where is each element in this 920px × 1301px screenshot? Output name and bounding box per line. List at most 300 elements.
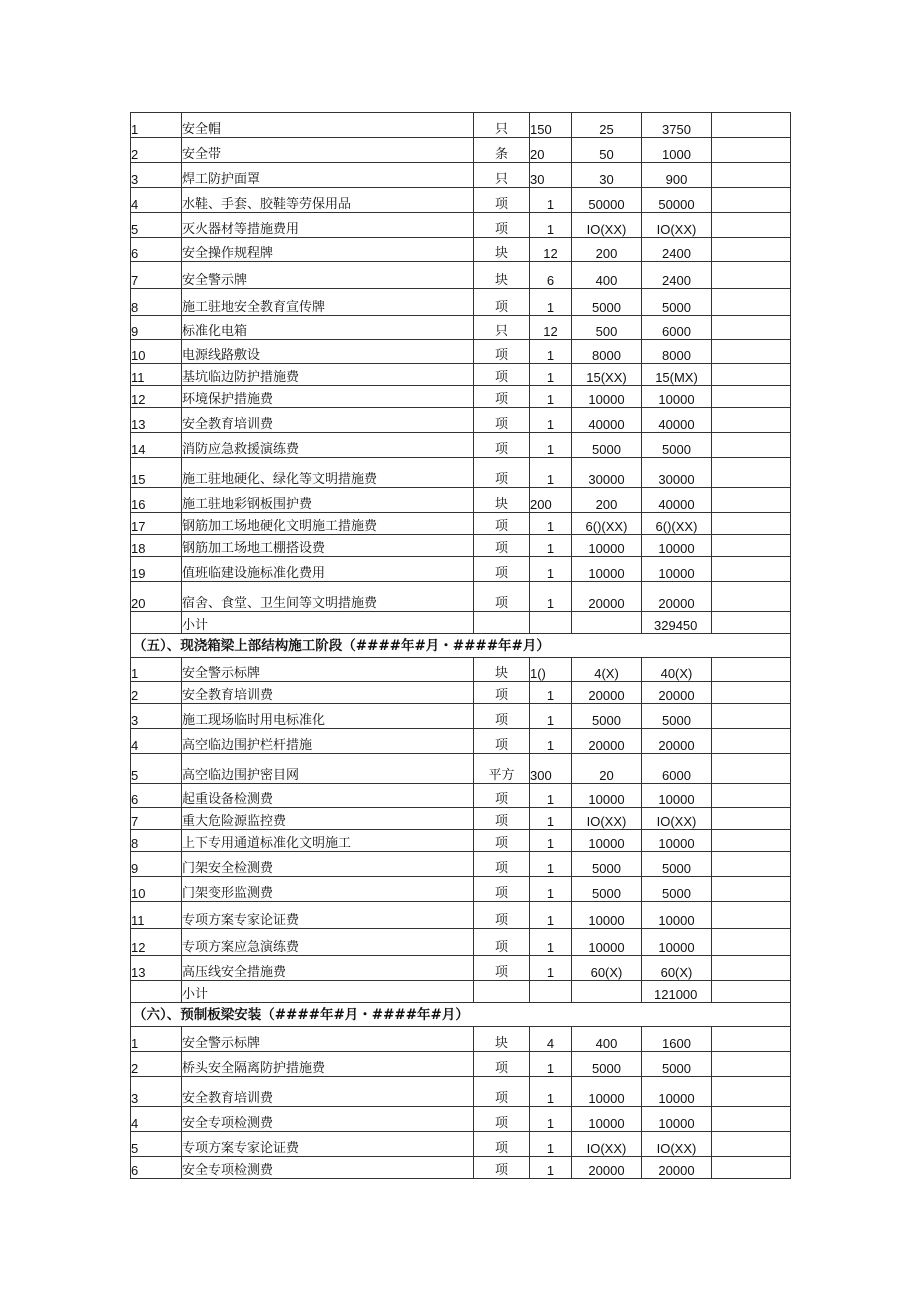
row-remark <box>712 238 791 262</box>
table-row <box>131 729 791 754</box>
row-price: IO(XX) <box>572 808 642 830</box>
row-number: 4 <box>131 729 182 754</box>
row-item-name: 安全警示标牌 <box>182 1027 474 1052</box>
table-row <box>131 386 791 408</box>
row-item-name: 安全帽 <box>182 113 474 138</box>
row-total: 5000 <box>642 852 712 877</box>
row-remark <box>712 340 791 364</box>
row-item-name: 施工驻地安全教育宣传牌 <box>182 289 474 316</box>
row-price: 10000 <box>572 902 642 929</box>
row-qty: 1 <box>530 956 572 981</box>
row-unit: 项 <box>474 1157 530 1179</box>
row-number <box>131 981 182 1003</box>
row-total: 5000 <box>642 433 712 458</box>
table-row <box>131 408 791 433</box>
row-remark <box>712 188 791 213</box>
row-price: 5000 <box>572 289 642 316</box>
row-item-name: 桥头安全隔离防护措施费 <box>182 1052 474 1077</box>
row-remark <box>712 488 791 513</box>
row-price: 20 <box>572 754 642 784</box>
row-number: 5 <box>131 213 182 238</box>
row-item-name: 灭火器材等措施费用 <box>182 213 474 238</box>
row-number: 1 <box>131 113 182 138</box>
row-remark <box>712 138 791 163</box>
row-price: 25 <box>572 113 642 138</box>
row-price: 15(XX) <box>572 364 642 386</box>
row-qty: 1 <box>530 682 572 704</box>
row-qty: 1() <box>530 658 572 682</box>
row-remark <box>712 213 791 238</box>
row-item-name: 高空临边围护密目网 <box>182 754 474 784</box>
row-number: 6 <box>131 238 182 262</box>
row-price: 20000 <box>572 582 642 612</box>
row-unit: 块 <box>474 262 530 289</box>
table-row <box>131 1077 791 1107</box>
row-total: 10000 <box>642 929 712 956</box>
row-total: 15(MX) <box>642 364 712 386</box>
row-total: 40000 <box>642 488 712 513</box>
row-price: 5000 <box>572 704 642 729</box>
row-qty: 1 <box>530 1052 572 1077</box>
row-number: 2 <box>131 138 182 163</box>
row-item-name: 专项方案应急演练费 <box>182 929 474 956</box>
row-remark <box>712 754 791 784</box>
row-item-name: 施工驻地硬化、绿化等文明措施费 <box>182 458 474 488</box>
row-remark <box>712 902 791 929</box>
row-number: 9 <box>131 316 182 340</box>
row-qty: 1 <box>530 289 572 316</box>
row-qty: 1 <box>530 784 572 808</box>
row-number: 11 <box>131 902 182 929</box>
row-price: 50 <box>572 138 642 163</box>
row-total: 5000 <box>642 1052 712 1077</box>
row-item-name: 起重设备检测费 <box>182 784 474 808</box>
row-unit: 只 <box>474 163 530 188</box>
row-number: 2 <box>131 682 182 704</box>
row-price: 8000 <box>572 340 642 364</box>
subtotal-label: 小计 <box>182 612 474 634</box>
row-number: 5 <box>131 1132 182 1157</box>
row-unit: 块 <box>474 238 530 262</box>
row-number: 3 <box>131 1077 182 1107</box>
table-row <box>131 340 791 364</box>
section-title: （六）、预制板梁安装（####年#月・####年#月） <box>131 1003 791 1027</box>
row-remark <box>712 163 791 188</box>
row-qty <box>530 612 572 634</box>
row-number: 13 <box>131 956 182 981</box>
subtotal-row <box>131 612 791 634</box>
row-item-name: 施工驻地彩钢板围护费 <box>182 488 474 513</box>
table-row <box>131 1107 791 1132</box>
row-item-name: 门架安全检测费 <box>182 852 474 877</box>
table-row <box>131 316 791 340</box>
row-remark <box>712 557 791 582</box>
row-unit: 块 <box>474 1027 530 1052</box>
row-unit: 项 <box>474 582 530 612</box>
table-row <box>131 138 791 163</box>
row-price: 5000 <box>572 852 642 877</box>
row-number: 3 <box>131 163 182 188</box>
row-remark <box>712 658 791 682</box>
row-price: 10000 <box>572 1077 642 1107</box>
table-row <box>131 830 791 852</box>
row-qty: 1 <box>530 340 572 364</box>
row-item-name: 高压线安全措施费 <box>182 956 474 981</box>
row-item-name: 安全专项检测费 <box>182 1157 474 1179</box>
row-remark <box>712 582 791 612</box>
row-unit: 项 <box>474 808 530 830</box>
table-row <box>131 289 791 316</box>
row-unit: 项 <box>474 513 530 535</box>
row-remark <box>712 682 791 704</box>
table-row <box>131 513 791 535</box>
row-unit: 项 <box>474 682 530 704</box>
row-number: 17 <box>131 513 182 535</box>
row-number: 8 <box>131 289 182 316</box>
row-number: 10 <box>131 877 182 902</box>
row-total: 3750 <box>642 113 712 138</box>
row-unit: 项 <box>474 1107 530 1132</box>
row-number: 4 <box>131 1107 182 1132</box>
row-total: 8000 <box>642 340 712 364</box>
row-price: IO(XX) <box>572 1132 642 1157</box>
row-remark <box>712 852 791 877</box>
row-number: 6 <box>131 784 182 808</box>
row-total: 40000 <box>642 408 712 433</box>
row-qty: 12 <box>530 316 572 340</box>
table-row <box>131 1027 791 1052</box>
table-row <box>131 238 791 262</box>
row-unit: 只 <box>474 316 530 340</box>
table-row <box>131 902 791 929</box>
table-row <box>131 535 791 557</box>
row-item-name: 焊工防护面罩 <box>182 163 474 188</box>
row-price: 400 <box>572 1027 642 1052</box>
row-unit: 项 <box>474 433 530 458</box>
row-remark <box>712 1157 791 1179</box>
row-total: 10000 <box>642 535 712 557</box>
row-number: 7 <box>131 262 182 289</box>
row-number: 8 <box>131 830 182 852</box>
row-total: 10000 <box>642 557 712 582</box>
row-remark <box>712 433 791 458</box>
table-row <box>131 113 791 138</box>
row-unit: 项 <box>474 1052 530 1077</box>
row-remark <box>712 1107 791 1132</box>
row-unit: 项 <box>474 877 530 902</box>
row-price: 10000 <box>572 557 642 582</box>
row-unit: 项 <box>474 188 530 213</box>
row-item-name: 消防应急救援演练费 <box>182 433 474 458</box>
table-row <box>131 1132 791 1157</box>
row-qty: 300 <box>530 754 572 784</box>
row-total: 6000 <box>642 316 712 340</box>
row-remark <box>712 981 791 1003</box>
row-unit: 项 <box>474 956 530 981</box>
row-remark <box>712 956 791 981</box>
row-item-name: 环境保护措施费 <box>182 386 474 408</box>
row-total: 10000 <box>642 1107 712 1132</box>
row-price: 50000 <box>572 188 642 213</box>
table-row <box>131 262 791 289</box>
row-qty: 1 <box>530 433 572 458</box>
row-qty: 1 <box>530 458 572 488</box>
row-item-name: 安全警示标牌 <box>182 658 474 682</box>
row-number: 14 <box>131 433 182 458</box>
row-price: 200 <box>572 488 642 513</box>
row-qty: 1 <box>530 364 572 386</box>
row-total: 20000 <box>642 682 712 704</box>
row-total: IO(XX) <box>642 1132 712 1157</box>
row-price: 5000 <box>572 433 642 458</box>
row-unit: 项 <box>474 729 530 754</box>
row-qty: 1 <box>530 1077 572 1107</box>
row-number: 13 <box>131 408 182 433</box>
row-item-name: 重大危险源监控费 <box>182 808 474 830</box>
row-total: 10000 <box>642 1077 712 1107</box>
table-row <box>131 364 791 386</box>
row-qty: 1 <box>530 1157 572 1179</box>
row-remark <box>712 784 791 808</box>
row-item-name: 高空临边围护栏杆措施 <box>182 729 474 754</box>
row-item-name: 安全操作规程牌 <box>182 238 474 262</box>
table-row <box>131 433 791 458</box>
row-number: 10 <box>131 340 182 364</box>
row-total: 1600 <box>642 1027 712 1052</box>
row-qty: 1 <box>530 852 572 877</box>
row-unit: 块 <box>474 488 530 513</box>
row-item-name: 安全教育培训费 <box>182 408 474 433</box>
row-qty: 1 <box>530 582 572 612</box>
row-price: 4(X) <box>572 658 642 682</box>
row-price: 30000 <box>572 458 642 488</box>
row-price <box>572 981 642 1003</box>
row-qty: 30 <box>530 163 572 188</box>
row-remark <box>712 1132 791 1157</box>
row-number: 2 <box>131 1052 182 1077</box>
row-price: 500 <box>572 316 642 340</box>
row-total: 6000 <box>642 754 712 784</box>
row-remark <box>712 808 791 830</box>
table-row <box>131 1052 791 1077</box>
table-row <box>131 784 791 808</box>
row-unit: 项 <box>474 458 530 488</box>
row-price: 5000 <box>572 1052 642 1077</box>
row-unit: 项 <box>474 704 530 729</box>
row-item-name: 钢筋加工场地硬化文明施工措施费 <box>182 513 474 535</box>
subtotal-value: 329450 <box>642 612 712 634</box>
row-qty: 12 <box>530 238 572 262</box>
table-row <box>131 488 791 513</box>
row-number: 12 <box>131 929 182 956</box>
row-number <box>131 612 182 634</box>
row-unit: 项 <box>474 929 530 956</box>
table-row <box>131 658 791 682</box>
row-total: 40(X) <box>642 658 712 682</box>
row-unit: 项 <box>474 902 530 929</box>
row-qty: 1 <box>530 535 572 557</box>
row-number: 12 <box>131 386 182 408</box>
row-item-name: 钢筋加工场地工棚搭设费 <box>182 535 474 557</box>
row-number: 19 <box>131 557 182 582</box>
row-total: 10000 <box>642 902 712 929</box>
row-price <box>572 612 642 634</box>
row-number: 4 <box>131 188 182 213</box>
row-number: 1 <box>131 658 182 682</box>
row-total: 2400 <box>642 262 712 289</box>
row-total: IO(XX) <box>642 808 712 830</box>
row-qty: 1 <box>530 704 572 729</box>
row-total: 900 <box>642 163 712 188</box>
row-remark <box>712 612 791 634</box>
row-unit <box>474 981 530 1003</box>
row-unit: 项 <box>474 557 530 582</box>
row-remark <box>712 830 791 852</box>
row-total: 30000 <box>642 458 712 488</box>
row-price: 10000 <box>572 386 642 408</box>
row-number: 20 <box>131 582 182 612</box>
row-price: 10000 <box>572 830 642 852</box>
section-row <box>131 1003 791 1027</box>
row-total: IO(XX) <box>642 213 712 238</box>
row-qty: 1 <box>530 213 572 238</box>
row-item-name: 安全专项检测费 <box>182 1107 474 1132</box>
row-number: 18 <box>131 535 182 557</box>
row-total: 50000 <box>642 188 712 213</box>
row-item-name: 上下专用通道标准化文明施工 <box>182 830 474 852</box>
row-unit: 项 <box>474 852 530 877</box>
row-unit: 项 <box>474 1132 530 1157</box>
row-item-name: 标准化电箱 <box>182 316 474 340</box>
row-qty: 1 <box>530 188 572 213</box>
row-price: 400 <box>572 262 642 289</box>
row-remark <box>712 929 791 956</box>
row-item-name: 宿舍、食堂、卫生间等文明措施费 <box>182 582 474 612</box>
row-total: 10000 <box>642 830 712 852</box>
row-unit: 平方 <box>474 754 530 784</box>
table-row <box>131 1157 791 1179</box>
row-remark <box>712 535 791 557</box>
row-total: 20000 <box>642 1157 712 1179</box>
row-unit: 项 <box>474 535 530 557</box>
row-qty: 1 <box>530 1132 572 1157</box>
row-qty: 1 <box>530 408 572 433</box>
row-remark <box>712 316 791 340</box>
row-item-name: 门架变形监测费 <box>182 877 474 902</box>
row-price: 10000 <box>572 784 642 808</box>
row-price: 10000 <box>572 1107 642 1132</box>
row-unit <box>474 612 530 634</box>
table-row <box>131 956 791 981</box>
row-number: 1 <box>131 1027 182 1052</box>
row-qty: 1 <box>530 877 572 902</box>
row-total: 5000 <box>642 289 712 316</box>
table-row <box>131 704 791 729</box>
row-unit: 只 <box>474 113 530 138</box>
table-row <box>131 213 791 238</box>
row-qty: 1 <box>530 929 572 956</box>
section-title: （五）、现浇箱梁上部结构施工阶段（####年#月・####年#月） <box>131 634 791 658</box>
row-total: 1000 <box>642 138 712 163</box>
row-unit: 条 <box>474 138 530 163</box>
row-price: 60(X) <box>572 956 642 981</box>
row-qty: 150 <box>530 113 572 138</box>
row-total: 60(X) <box>642 956 712 981</box>
row-qty: 6 <box>530 262 572 289</box>
row-qty: 1 <box>530 1107 572 1132</box>
row-qty: 1 <box>530 557 572 582</box>
row-remark <box>712 1027 791 1052</box>
row-remark <box>712 513 791 535</box>
row-number: 6 <box>131 1157 182 1179</box>
row-unit: 项 <box>474 386 530 408</box>
row-qty: 4 <box>530 1027 572 1052</box>
row-qty: 20 <box>530 138 572 163</box>
row-unit: 项 <box>474 1077 530 1107</box>
table-row <box>131 163 791 188</box>
row-price: 5000 <box>572 877 642 902</box>
table-row <box>131 877 791 902</box>
row-number: 3 <box>131 704 182 729</box>
row-number: 9 <box>131 852 182 877</box>
row-number: 5 <box>131 754 182 784</box>
row-remark <box>712 113 791 138</box>
row-remark <box>712 1077 791 1107</box>
row-unit: 项 <box>474 340 530 364</box>
row-number: 16 <box>131 488 182 513</box>
cost-table-body <box>131 113 791 1179</box>
row-price: 30 <box>572 163 642 188</box>
row-item-name: 安全教育培训费 <box>182 1077 474 1107</box>
row-item-name: 安全警示牌 <box>182 262 474 289</box>
table-row <box>131 682 791 704</box>
table-row <box>131 458 791 488</box>
row-unit: 项 <box>474 289 530 316</box>
row-unit: 块 <box>474 658 530 682</box>
row-remark <box>712 364 791 386</box>
row-remark <box>712 729 791 754</box>
section-row <box>131 634 791 658</box>
row-number: 7 <box>131 808 182 830</box>
row-number: 11 <box>131 364 182 386</box>
row-item-name: 水鞋、手套、胶鞋等劳保用品 <box>182 188 474 213</box>
row-qty: 1 <box>530 386 572 408</box>
row-unit: 项 <box>474 364 530 386</box>
row-qty: 1 <box>530 902 572 929</box>
row-item-name: 施工现场临时用电标准化 <box>182 704 474 729</box>
row-qty: 1 <box>530 513 572 535</box>
table-row <box>131 852 791 877</box>
row-remark <box>712 458 791 488</box>
table-row <box>131 557 791 582</box>
row-price: 20000 <box>572 682 642 704</box>
row-item-name: 安全带 <box>182 138 474 163</box>
row-qty: 1 <box>530 729 572 754</box>
row-total: 5000 <box>642 704 712 729</box>
row-remark <box>712 289 791 316</box>
row-total: 20000 <box>642 582 712 612</box>
table-row <box>131 188 791 213</box>
table-row <box>131 808 791 830</box>
row-total: 2400 <box>642 238 712 262</box>
row-remark <box>712 262 791 289</box>
subtotal-row <box>131 981 791 1003</box>
row-price: IO(XX) <box>572 213 642 238</box>
row-price: 20000 <box>572 1157 642 1179</box>
table-row <box>131 929 791 956</box>
row-total: 6()(XX) <box>642 513 712 535</box>
subtotal-label: 小计 <box>182 981 474 1003</box>
